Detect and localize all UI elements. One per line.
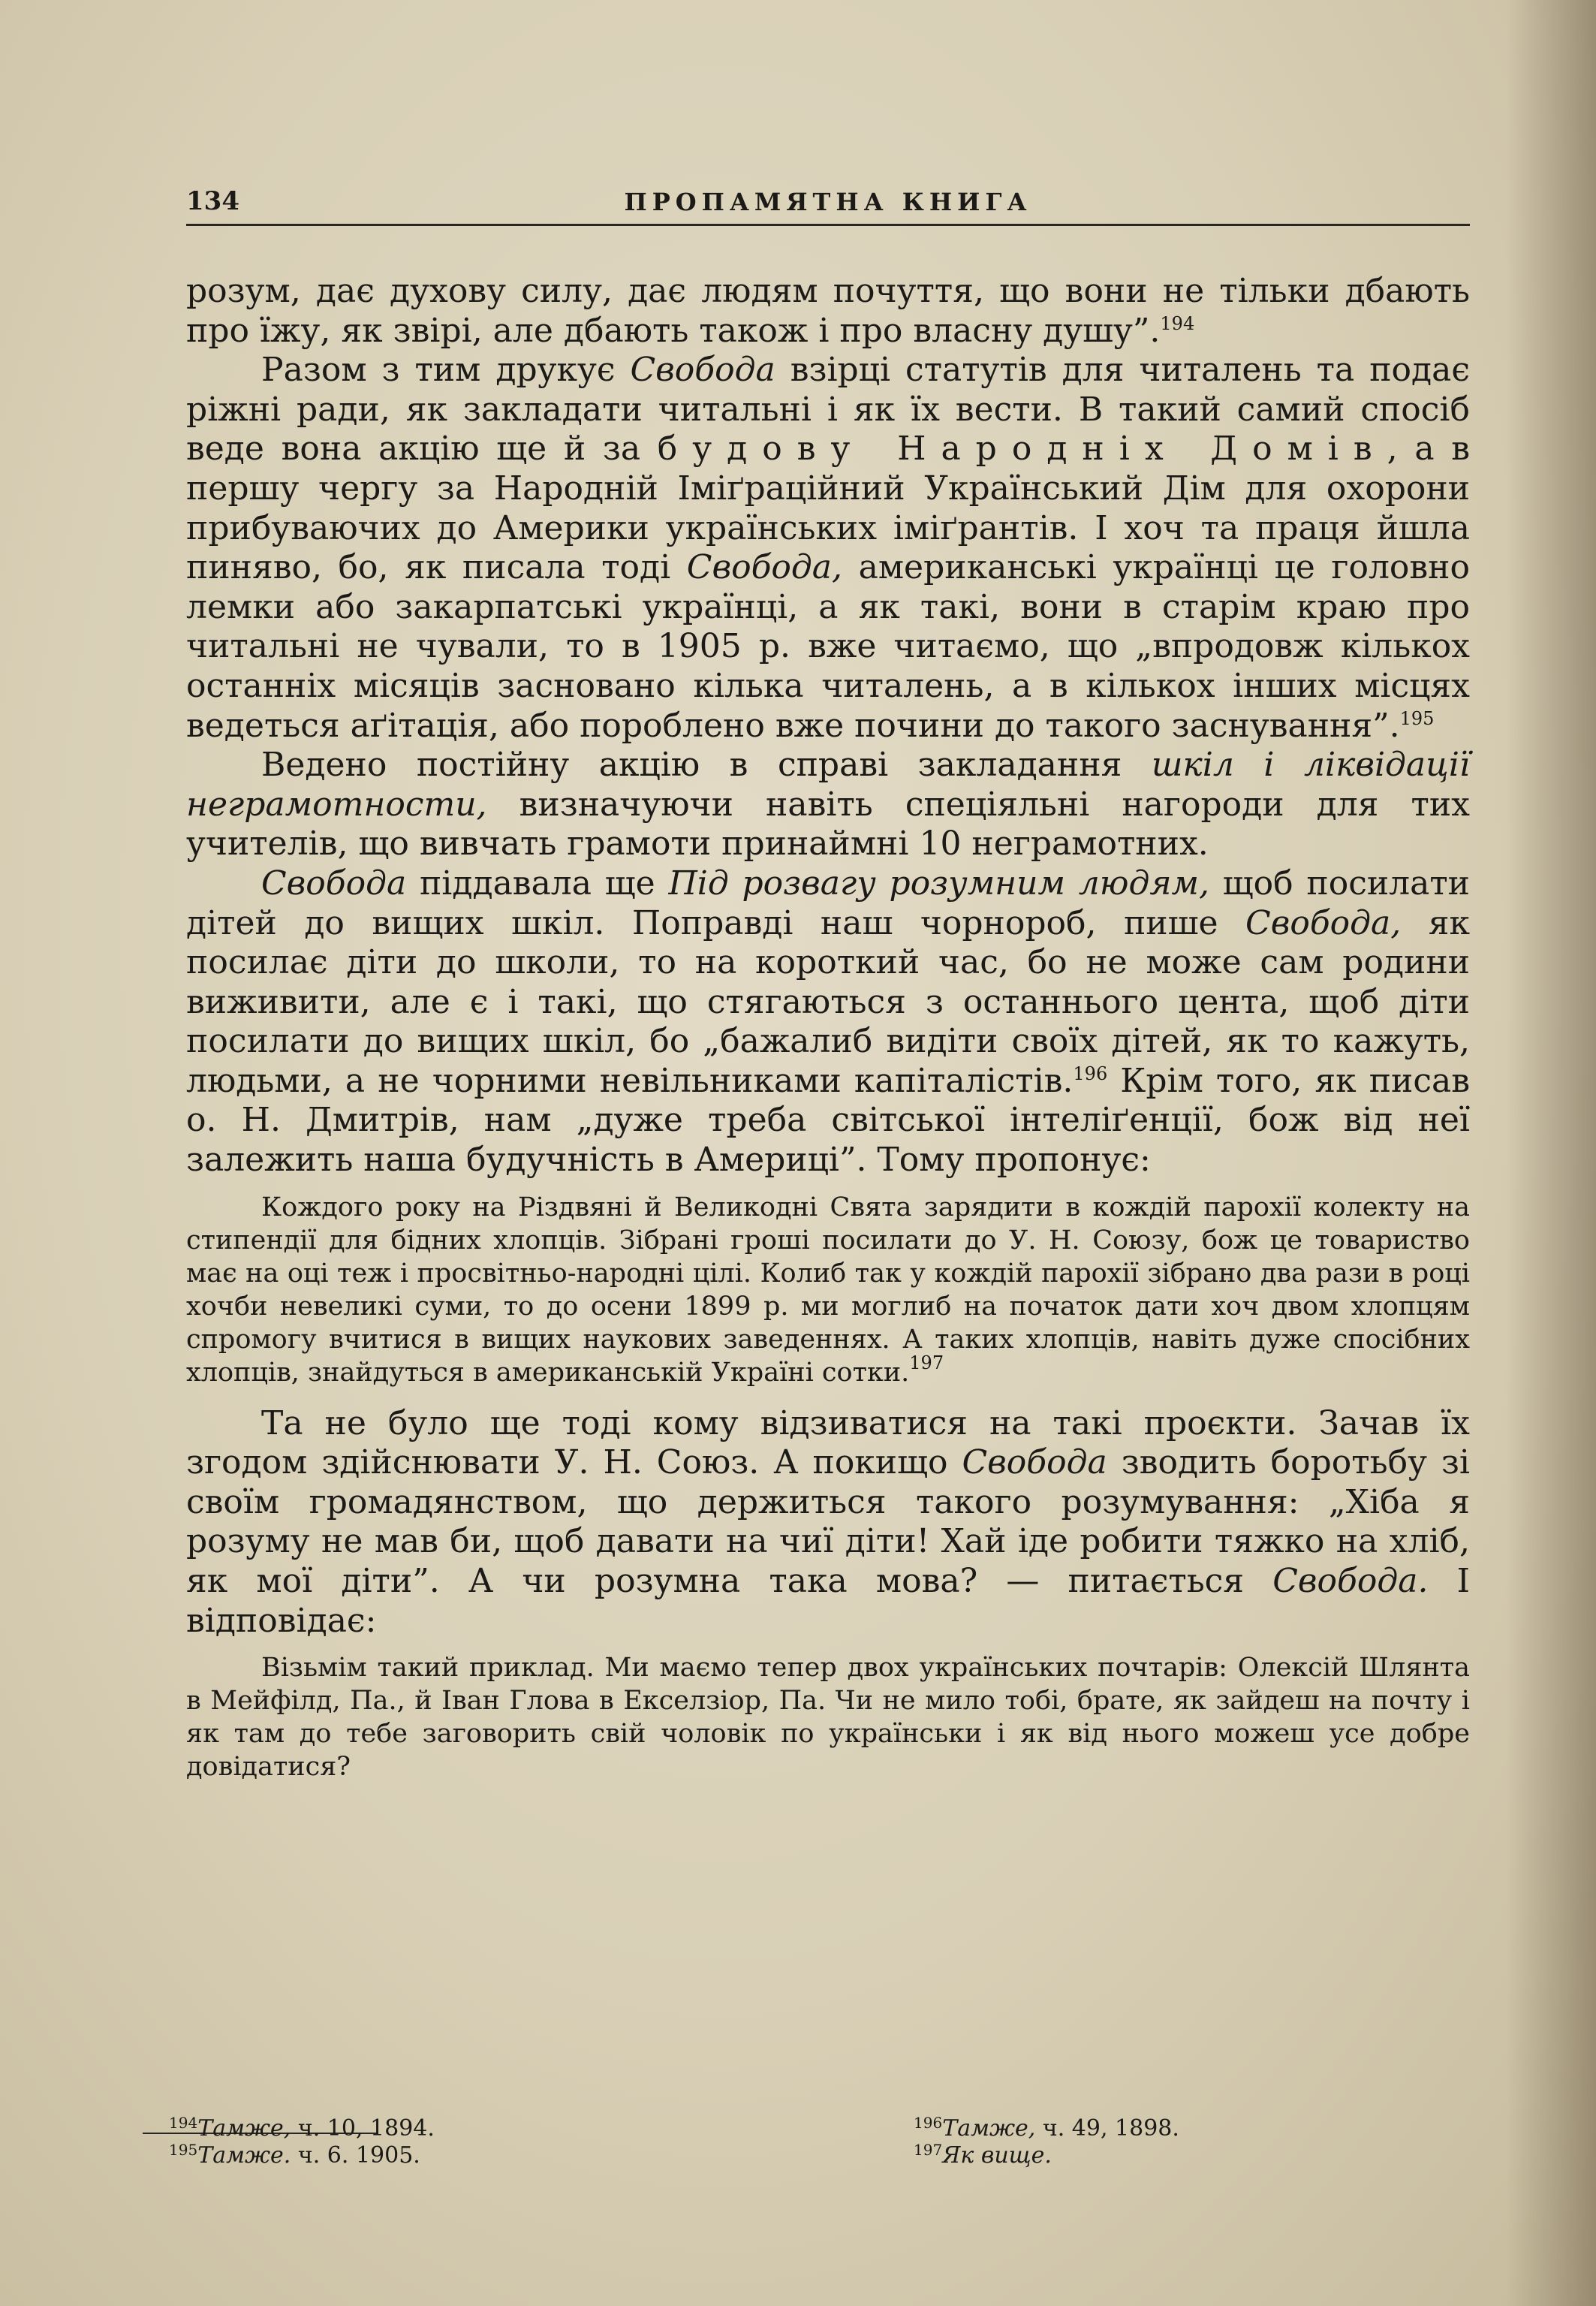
- footnote-detail: ч. 10, 1894.: [291, 2115, 435, 2142]
- block-quote: [186, 1651, 1470, 1783]
- text-run: Ведено постійну акцію в справі закладання: [261, 746, 1152, 785]
- footnote-reference: 194: [1160, 312, 1195, 334]
- footnote-reference: 195: [1399, 707, 1435, 729]
- italic-text: Під розвагу розумним людям,: [668, 864, 1209, 903]
- text-run: зводить боротьбу зі своїм громадянством, що держиться такого розумування: „Хіба я розуму не мав би, щоб давати на чиї діти! Хай іде робити тяжко на хліб, як мої діти”. А чи розумна така мова? — питається: [186, 1443, 1470, 1601]
- italic-text: Свобода: [630, 351, 775, 390]
- footnote-195: [169, 2143, 420, 2169]
- italic-text: Свобода: [261, 864, 407, 903]
- footnote-number: 195: [169, 2141, 198, 2159]
- text-run: І відповідає:: [186, 1562, 1470, 1640]
- text-run: розум, дає духову силу, дає людям почуття, що вони не тільки дбають про їжу, як звірі, але дбають також і про власну душу”.: [186, 272, 1470, 350]
- text-run: Та не було ще тоді кому відзиватися на такі проєкти. Зачав їх згодом здійснювати У. Н. Союз. А покищо: [186, 1403, 1470, 1482]
- italic-text: шкіл і ліквідації неграмотности,: [186, 746, 1470, 824]
- text-run: Кождого року на Різдвяні й Великодні Свята зарядити в кождій парохії колекту на стипендії для бідних хлопців. Зібрані гроші посилати до У. Н. Союзу, бож це товариство має на оці теж і просвітньо-народні цілі. Колиб так у кождій парохії зібрано два рази в році хочби невеликі суми, то до осени 1899 р. ми моглиб на початок дати хоч двом хлопцям спромогу вчитися в вищих наукових заведеннях. А таких хлопців, навіть дуже спосібних хлопців, знайдуться в американській Україні сотки.: [186, 1192, 1470, 1388]
- header-rule: [186, 224, 1470, 226]
- italic-text: Свобода,: [1245, 903, 1402, 942]
- italic-text: Свобода,: [686, 548, 843, 587]
- italic-text: Свобода.: [1272, 1562, 1429, 1601]
- text-run: Крім того, як писав о. Н. Дмитрів, нам „дуже треба світської інтеліґенції, бож від неї залежить наша будучність в Америці”. Тому пропонує:: [186, 1061, 1470, 1180]
- text-run: Разом з тим друкує: [261, 351, 631, 390]
- text-run: піддавала ще: [406, 864, 669, 903]
- page-header: [186, 180, 1470, 225]
- italic-text: Свобода: [962, 1443, 1107, 1482]
- text-run: як посилає діти до школи, то на короткий час, бо не може сам родини виживити, але є і такі, що стягаються з останнього цента, щоб діти посилати до вищих шкіл, бо „бажалиб видіти своїх дітей, як то кажуть, людьми, а не чорними невільниками капіталістів.: [186, 903, 1470, 1100]
- paragraph: [186, 746, 1470, 864]
- paragraph: [186, 864, 1470, 1180]
- page-number: 134: [186, 186, 239, 216]
- footnote-reference: 196: [1073, 1063, 1108, 1084]
- footnote-194: [169, 2116, 435, 2142]
- spaced-text: будову Народніх Домів: [657, 430, 1387, 469]
- text-run: американські українці це головно лемки або закарпатські українці, а як такі, вони в старім краю про читальні не чували, то в 1905 р. вже читаємо, що „впродовж кількох останніх місяців засновано кілька читалень, а в кількох інших місцях ведеться аґітація, або пороблено вже почини до такого заснування”.: [186, 548, 1470, 745]
- text-run: взірці статутів для читалень та подає ріжні ради, як закладати читальні і як їх вести. В такий самий спосіб веде вона акцію ще й за: [186, 351, 1470, 469]
- footnote-detail: ч. 49, 1898.: [1035, 2115, 1179, 2142]
- footnote-number: 194: [169, 2114, 198, 2132]
- footnote-reference: 197: [909, 1352, 944, 1373]
- footnote-source: Тамже,: [197, 2115, 291, 2142]
- text-run: , а в першу чергу за Народній Іміґраційний Український Дім для охорони прибуваючих до Америки українських іміґрантів. І хоч та праця йшла пиняво, бо, як писала тоді: [186, 430, 1471, 587]
- paragraph: [186, 1404, 1470, 1641]
- footnote-detail: ч. 6. 1905.: [291, 2142, 420, 2169]
- footnote-196: [914, 2116, 1179, 2142]
- footnote-197: [914, 2143, 1052, 2169]
- paragraph: [186, 351, 1470, 746]
- footnote-number: 197: [914, 2141, 943, 2159]
- body-text: [186, 272, 1470, 1798]
- page-edge-shadow: [1506, 0, 1596, 2306]
- footnote-source: Тамже.: [197, 2142, 291, 2169]
- footnotes: [169, 2116, 1445, 2191]
- running-title: ПРОПАМЯТНА КНИГА: [624, 188, 1032, 216]
- text-run: Візьмім такий приклад. Ми маємо тепер двох українських почтарів: Олексій Шлянта в Мейфілд, Па., й Іван Глова в Екселзіор, Па. Чи не мило тобі, брате, як зайдеш на почту і як там до тебе заговорить свій чоловік по українськи і як від нього можеш усе добре довідатися?: [186, 1653, 1470, 1783]
- footnote-source: Як вище.: [942, 2142, 1052, 2169]
- text-run: визначуючи навіть спеціяльні нагороди для тих учителів, що вивчать грамоти принаймні 10 неграмотних.: [186, 785, 1470, 864]
- block-quote: [186, 1191, 1470, 1389]
- text-run: щоб посилати дітей до вищих шкіл. Поправді наш чорнороб, пише: [186, 864, 1471, 942]
- footnote-source: Тамже,: [942, 2115, 1036, 2142]
- footnote-number: 196: [914, 2114, 943, 2132]
- paragraph: [186, 272, 1470, 351]
